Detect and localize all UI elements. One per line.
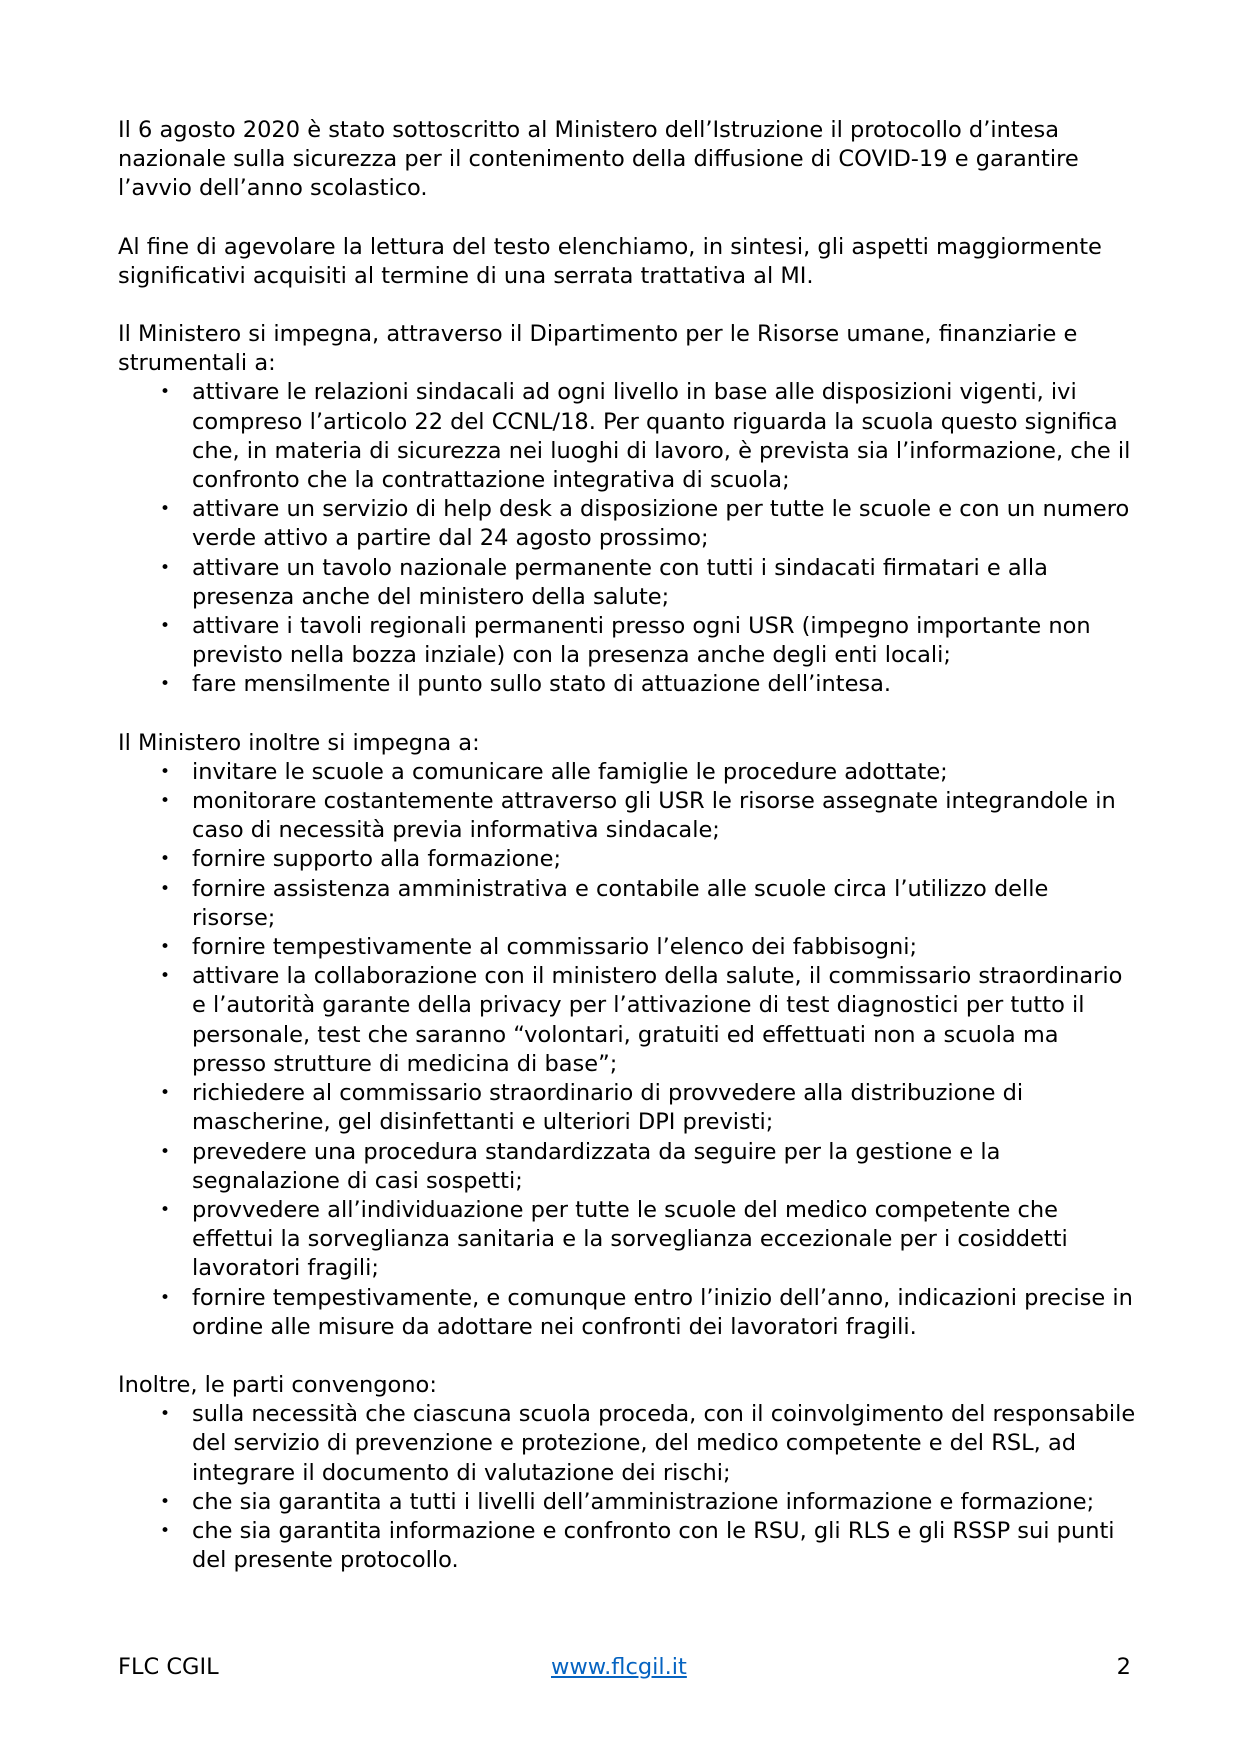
list-item: • sulla necessità che ciascuna scuola proceda, con il coinvolgimento del responsabile del servizio di prevenzione e protezione, del medico competente e del RSL, ad integrare il documento di valutazione dei rischi; xyxy=(192,1400,1138,1488)
section3-heading: Inoltre, le parti convengono: xyxy=(118,1371,437,1398)
list-item: • fare mensilmente il punto sullo stato di attuazione dell’intesa. xyxy=(192,670,1138,699)
list-item: • fornire supporto alla formazione; xyxy=(192,845,1138,874)
section1-list xyxy=(118,378,1138,699)
footer-organization: FLC CGIL xyxy=(118,1654,219,1680)
page-footer xyxy=(118,1652,1131,1682)
document-body xyxy=(118,116,1138,1575)
list-item: • fornire tempestivamente al commissario l’elenco dei fabbisogni; xyxy=(192,933,1138,962)
list-item: • invitare le scuole a comunicare alle famiglie le procedure adottate; xyxy=(192,758,1138,787)
list-item: • attivare un tavolo nazionale permanente con tutti i sindacati firmatari e alla presenza anche del ministero della salute; xyxy=(192,554,1138,612)
list-item: • attivare la collaborazione con il ministero della salute, il commissario straordinario e l’autorità garante della privacy per l’attivazione di test diagnostici per tutto il personale, test che saranno “volontari, gratuiti ed effettuati non a scuola ma presso strutture di medicina di base”; xyxy=(192,962,1138,1079)
bullet-icon: • xyxy=(159,382,171,403)
bullet-icon: • xyxy=(159,791,171,812)
bullet-icon: • xyxy=(159,878,171,899)
section2-list xyxy=(118,758,1138,1342)
bullet-icon: • xyxy=(159,674,171,695)
bullet-icon: • xyxy=(159,761,171,782)
bullet-icon: • xyxy=(159,1141,171,1162)
section1-heading: Il Ministero si impegna, attraverso il Dipartimento per le Risorse umane, finanziarie e strumentali a: xyxy=(118,321,1078,377)
list-item: • fornire assistenza amministrativa e contabile alle scuole circa l’utilizzo delle risorse; xyxy=(192,875,1138,933)
list-item: • fornire tempestivamente, e comunque entro l’inizio dell’anno, indicazioni precise in ordine alle misure da adottare nei confronti dei lavoratori fragili. xyxy=(192,1284,1138,1342)
bullet-icon: • xyxy=(159,1520,171,1541)
intro-paragraph-2: Al fine di agevolare la lettura del testo elenchiamo, in sintesi, gli aspetti maggiormente significativi acquisiti al termine di una serrata trattativa al MI. xyxy=(118,233,1102,289)
bullet-icon: • xyxy=(159,616,171,637)
section3-list xyxy=(118,1400,1138,1575)
bullet-icon: • xyxy=(159,557,171,578)
bullet-icon: • xyxy=(159,499,171,520)
bullet-icon: • xyxy=(159,1287,171,1308)
bullet-icon: • xyxy=(159,1491,171,1512)
footer-website-link[interactable]: www.flcgil.it xyxy=(551,1654,687,1680)
bullet-icon: • xyxy=(159,1083,171,1104)
bullet-icon: • xyxy=(159,937,171,958)
list-item: • che sia garantita a tutti i livelli dell’amministrazione informazione e formazione; xyxy=(192,1488,1138,1517)
bullet-icon: • xyxy=(159,849,171,870)
list-item: • provvedere all’individuazione per tutte le scuole del medico competente che effettui la sorveglianza sanitaria e la sorveglianza eccezionale per i cosiddetti lavoratori fragili; xyxy=(192,1196,1138,1284)
list-item: • attivare un servizio di help desk a disposizione per tutte le scuole e con un numero verde attivo a partire dal 24 agosto prossimo; xyxy=(192,495,1138,553)
bullet-icon: • xyxy=(159,1199,171,1220)
section2-heading: Il Ministero inoltre si impegna a: xyxy=(118,729,480,756)
list-item: • attivare i tavoli regionali permanenti presso ogni USR (impegno importante non previsto nella bozza inziale) con la presenza anche degli enti locali; xyxy=(192,612,1138,670)
list-item: • monitorare costantemente attraverso gli USR le risorse assegnate integrandole in caso di necessità previa informativa sindacale; xyxy=(192,787,1138,845)
list-item: • che sia garantita informazione e confronto con le RSU, gli RLS e gli RSSP sui punti del presente protocollo. xyxy=(192,1517,1138,1575)
list-item: • richiedere al commissario straordinario di provvedere alla distribuzione di mascherine, gel disinfettanti e ulteriori DPI previsti; xyxy=(192,1079,1138,1137)
page-number: 2 xyxy=(1116,1654,1131,1680)
list-item: • attivare le relazioni sindacali ad ogni livello in base alle disposizioni vigenti, ivi compreso l’articolo 22 del CCNL/18. Per quanto riguarda la scuola questo significa che, in materia di sicurezza nei luoghi di lavoro, è prevista sia l’informazione, che il confronto che la contrattazione integrativa di scuola; xyxy=(192,378,1138,495)
list-item: • prevedere una procedura standardizzata da seguire per la gestione e la segnalazione di casi sospetti; xyxy=(192,1138,1138,1196)
intro-paragraph-1: Il 6 agosto 2020 è stato sottoscritto al Ministero dell’Istruzione il protocollo d’intesa nazionale sulla sicurezza per il contenimento della diffusione di COVID-19 e garantire l’avvio dell’anno scolastico. xyxy=(118,117,1079,202)
bullet-icon: • xyxy=(159,1404,171,1425)
bullet-icon: • xyxy=(159,966,171,987)
